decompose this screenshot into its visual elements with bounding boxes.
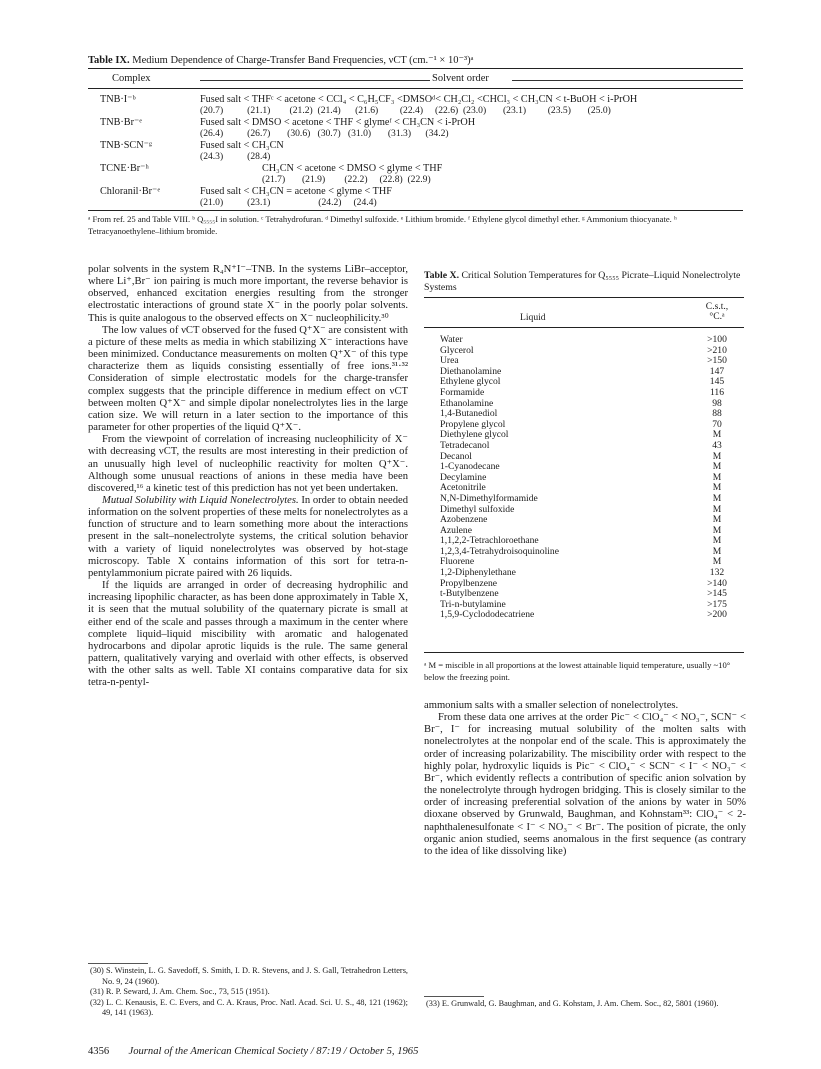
refs-rule-left bbox=[88, 963, 148, 964]
table9-bottom-rule bbox=[88, 210, 743, 211]
table9-row-complex: TCNE·Br⁻ʰ bbox=[100, 163, 149, 174]
cst-value: M bbox=[712, 429, 722, 441]
table10-row bbox=[440, 388, 742, 399]
reference: (30) S. Winstein, L. G. Savedoff, S. Smith, I. D. R. Stevens, and J. S. Gall, Tetrahedron Letters, No. 9, 24 (1960). bbox=[90, 966, 408, 986]
cst-value: 70 bbox=[712, 418, 722, 430]
table9-label: Table IX. bbox=[88, 55, 130, 66]
liquid-name: N,N-Dimethylformamide bbox=[440, 492, 538, 504]
table9-header-rule bbox=[88, 88, 743, 89]
liquid-name: Ethylene glycol bbox=[440, 376, 501, 388]
liquid-name: Ethanolamine bbox=[440, 397, 494, 409]
table10-header-rule bbox=[424, 327, 744, 328]
cst-value: >100 bbox=[707, 334, 727, 345]
cst-value: 145 bbox=[709, 376, 725, 388]
paragraph: If the liquids are arranged in order of decreasing hydrophilic and increasing lipophilic character, as has been done approximately in Table X, it is seen that the mutual solubility of the quaternary picrate is small at either end of the scale and passes through a maximum in the center where complete liquid–liquid miscibility with aromatic and halogenated hydrocarbons and dipolar aprotic liquids is the rule. The same general pattern, qualitatively varying and overlaid with other effects, is observed with the other salts as well. Table XI contains comparative data for six tetra-n-pentyl- bbox=[88, 580, 408, 689]
table9-row-order: Fused salt < DMSO < acetone < THF < glymeᶠ < CH₃CN < i-PrOH bbox=[200, 117, 476, 128]
paragraph: From the viewpoint of correlation of increasing nucleophilicity of X⁻ with decreasing νCT, the results are most interesting in their prediction of an unusually high level of nucleophilic reactivity for molten Q⁺X⁻. Although some unusual reactions of anions in these media have been discovered,¹⁶ a kinetic test of this prediction has not yet been undertaken. bbox=[88, 434, 408, 494]
cst-value: M bbox=[712, 503, 722, 515]
left-column bbox=[88, 264, 408, 689]
page-number: 4356 bbox=[88, 1046, 110, 1057]
table9-row-complex: Chloranil·Br⁻ᵉ bbox=[100, 186, 161, 197]
table9-row-complex: TNB·Br⁻ᵉ bbox=[100, 117, 142, 128]
left-references bbox=[88, 966, 408, 1019]
table9-footnote: ᵃ From ref. 25 and Table VIII. ᵇ Q₅₅₅₅I in solution. ᶜ Tetrahydrofuran. ᵈ Dimethyl sulfoxide. ᵉ Lithium bromide. ᶠ Ethylene glycol dimethyl ether. ᵍ Ammonium thiocyanate. ʰ Tetracyanoethylene–lithium bromide. bbox=[88, 214, 677, 236]
table10-row bbox=[440, 547, 742, 558]
page-footer bbox=[88, 1046, 418, 1057]
cst-value: M bbox=[712, 492, 722, 504]
liquid-name: 1,2-Diphenylethane bbox=[440, 567, 516, 579]
table10-header-liquid: Liquid bbox=[520, 312, 546, 323]
liquid-name: Tri-n-butylamine bbox=[440, 598, 506, 610]
table9-row-values: (20.7) (21.1) (21.2) (21.4) (21.6) (22.4) (22.6) (23.0) (23.1) (23.5) (25.0) bbox=[200, 105, 611, 116]
table9-row-order: Fused salt < THFᶜ < acetone < CCl₄ < C₆H₅CF₃ <DMSOᵈ< CH₂Cl₂ <CHCl₃ < CH₃CN < t-BuOH < i-PrOH bbox=[200, 94, 638, 105]
paragraph: The low values of νCT observed for the fused Q⁺X⁻ are consistent with a picture of these melts as media in which stabilizing X⁻ interactions have been minimized. Conductance measurements on molten Q⁺X⁻ of this type characterize them as liquids consisting essentially of free ions.³¹·³² Consideration of simple electrostatic models for the charge-transfer complex suggests that the principle difference in medium effect on νCT between molten Q⁺X⁻ and simple dipolar nonelectrolytes lies in the large cation size. We will return in a later section to the importance of this parameter for other properties of the liquid Q⁺X⁻. bbox=[88, 324, 408, 434]
liquid-name: 1,5,9-Cyclododecatriene bbox=[440, 609, 535, 621]
cst-value: 98 bbox=[712, 397, 722, 409]
table9-row-complex: TNB·I⁻ᵇ bbox=[100, 94, 136, 105]
cst-value: >140 bbox=[707, 577, 727, 589]
cst-value: >200 bbox=[707, 609, 727, 621]
table9-top-rule bbox=[88, 68, 743, 69]
liquid-name: Diethanolamine bbox=[440, 365, 502, 377]
cst-value: M bbox=[712, 450, 722, 462]
cst-value: >175 bbox=[707, 598, 727, 610]
liquid-name: Acetonitrile bbox=[440, 482, 486, 494]
cst-value: >145 bbox=[707, 588, 727, 600]
liquid-name: Azobenzene bbox=[440, 514, 488, 526]
cst-value: M bbox=[712, 535, 722, 547]
table9-row-order: CH₃CN < acetone < DMSO < glyme < THF bbox=[262, 163, 443, 174]
liquid-name: Azulene bbox=[440, 524, 472, 536]
cst-value: M bbox=[712, 524, 722, 536]
table10-header bbox=[440, 298, 742, 324]
journal-citation: Journal of the American Chemical Society / 87:19 / October 5, 1965 bbox=[128, 1046, 419, 1057]
table10-row bbox=[440, 346, 742, 357]
table9-header-solvent: Solvent order bbox=[432, 73, 489, 84]
header-line-left bbox=[200, 80, 430, 81]
table10-bottom-rule bbox=[424, 652, 744, 653]
cst-value: M bbox=[712, 461, 722, 473]
cst-value: M bbox=[712, 545, 722, 557]
cst-value: 116 bbox=[709, 386, 725, 398]
table9-row-values: (26.4) (26.7) (30.6) (30.7) (31.0) (31.3) (34.2) bbox=[200, 128, 449, 139]
liquid-name: Decylamine bbox=[440, 471, 487, 483]
header-line-right bbox=[512, 80, 743, 81]
liquid-name: Urea bbox=[440, 355, 459, 367]
section-heading: Mutual Solubility with Liquid Nonelectrolytes. bbox=[102, 494, 299, 506]
cst-value: >210 bbox=[707, 344, 727, 356]
liquid-name: Propylene glycol bbox=[440, 418, 506, 430]
table10 bbox=[440, 298, 742, 324]
right-references bbox=[424, 999, 746, 1010]
liquid-name: Propylbenzene bbox=[440, 577, 498, 589]
reference: (32) L. C. Kenausis, E. C. Evers, and C. A. Kraus, Proc. Natl. Acad. Sci. U. S., 48, 121 (1962); 49, 141 (1963). bbox=[90, 997, 408, 1017]
table10-row bbox=[440, 377, 742, 388]
cst-value: M bbox=[712, 514, 722, 526]
liquid-name: Fluorene bbox=[440, 556, 475, 568]
table10-body bbox=[440, 331, 742, 621]
reference: (31) R. P. Seward, J. Am. Chem. Soc., 73, 515 (1951). bbox=[90, 987, 270, 996]
table10-footnote: ᵃ M = miscible in all proportions at the lowest attainable liquid temperature, usually ~10° below the freezing point. bbox=[424, 660, 731, 682]
liquid-name: Decanol bbox=[440, 450, 472, 462]
paragraph bbox=[88, 495, 408, 580]
cst-value: 147 bbox=[709, 365, 725, 377]
table9-row-values: (24.3) (28.4) bbox=[200, 151, 271, 162]
cst-value: 43 bbox=[712, 439, 722, 451]
liquid-name: 1,2,3,4-Tetrahydroisoquinoline bbox=[440, 545, 559, 557]
table10-label: Table X. bbox=[424, 270, 460, 281]
table10-caption: Critical Solution Temperatures for Q₅₅₅₅ Picrate–Liquid Nonelectrolyte Systems bbox=[424, 270, 741, 293]
table9-row-complex: TNB·SCN⁻ᵍ bbox=[100, 140, 153, 151]
paragraph-body: In order to obtain needed information on the solvent properties of these melts for nonelectrolytes as a function of structure and to learn something more about the interactions present in the salt–nonelectrolyte systems, the critical solution behavior with a variety of liquid nonelectrolytes was observed by hot-stage microscopy. Table X contains information of this sort for tetra-n-pentylammonium picrate paired with 26 liquids. bbox=[88, 494, 408, 579]
table10-row bbox=[440, 515, 742, 526]
table10-rows bbox=[440, 335, 742, 621]
table9-caption: Medium Dependence of Charge-Transfer Band Frequencies, νCT (cm.⁻¹ × 10⁻³)ᵃ bbox=[132, 55, 474, 66]
liquid-name: 1,1,2,2-Tetrachloroethane bbox=[440, 535, 539, 547]
paragraph: ammonium salts with a smaller selection of nonelectrolytes. bbox=[424, 700, 679, 711]
liquid-name: Water bbox=[440, 334, 463, 345]
table9-title bbox=[88, 54, 474, 66]
liquid-name: 1-Cyanodecane bbox=[440, 461, 500, 473]
cst-unit: °C.ᵃ bbox=[709, 311, 725, 322]
cst-value: >150 bbox=[707, 355, 727, 367]
table9-row-values: (21.0) (23.1) (24.2) (24.4) bbox=[200, 197, 377, 208]
liquid-name: Tetradecanol bbox=[440, 439, 490, 451]
paragraph: From these data one arrives at the order Pic⁻ < ClO₄⁻ < NO₃⁻, SCN⁻ < Br⁻, I⁻ for increasing mutual solubility of the molten salts with nonelectrolytes at the nonpolar end of the scale. This is approximately the order of increasing polarizability. The miscibility order with respect to the highly polar, hydroxylic liquids is Pic⁻ < ClO₄⁻ < SCN⁻ < I⁻ < NO₃⁻ < Br⁻, which evidently reflects a contribution of specific anion solvation by the nonelectrolyte through hydrogen bridging. This is closely similar to the order of increasing preferential solvation of the anions by water in 50% dioxane observed by Grunwald, Baughman, and Kohnstam³³: ClO₄⁻ < 2-naphthalenesulfonate < I⁻ < NO₃⁻ < Br⁻. The position of picrate, the only organic anion studied, seems anomalous in the first sequence (as contrary to the idea of like dissolving like) bbox=[424, 712, 746, 857]
table9-header-complex: Complex bbox=[112, 73, 151, 84]
cst-value: M bbox=[712, 471, 722, 483]
cst-value: M bbox=[712, 482, 722, 494]
cst-label: C.s.t., bbox=[705, 301, 729, 312]
table10-title bbox=[424, 270, 744, 293]
liquid-name: Dimethyl sulfoxide bbox=[440, 503, 515, 515]
table9-row-order: Fused salt < CH₃CN = acetone < glyme < THF bbox=[200, 186, 392, 197]
liquid-name: Formamide bbox=[440, 386, 485, 398]
reference: (33) E. Grunwald, G. Baughman, and G. Kohstam, J. Am. Chem. Soc., 82, 5801 (1960). bbox=[426, 999, 719, 1008]
cst-value: 132 bbox=[709, 567, 725, 579]
table10-header-cst bbox=[692, 302, 742, 322]
table9-row-values: (21.7) (21.9) (22.2) (22.8) (22.9) bbox=[262, 174, 431, 185]
table9-row-order: Fused salt < CH₃CN bbox=[200, 140, 284, 151]
table10-row bbox=[440, 335, 742, 346]
table10-row bbox=[440, 610, 742, 621]
cst-value: 88 bbox=[712, 408, 722, 420]
table10-row bbox=[440, 494, 742, 505]
liquid-name: 1,4-Butanediol bbox=[440, 408, 498, 420]
liquid-name: Glycerol bbox=[440, 344, 474, 356]
right-column bbox=[424, 700, 746, 858]
refs-rule-right bbox=[424, 996, 484, 997]
table10-row bbox=[440, 441, 742, 452]
liquid-name: Diethylene glycol bbox=[440, 429, 509, 441]
liquid-name: t-Butylbenzene bbox=[440, 588, 499, 600]
paragraph: polar solvents in the system R₄N⁺I⁻–TNB. In the systems LiBr–acceptor, where Li⁺,Br⁻ ion pairing is much more important, the reverse behavior is observed, enhanced excitation energies resulting from the stronger electrostatic interactions of ground state X⁻ in the poorly polar solvents. This is quite analogous to the observed effects on X⁻ nucleophilicity.³⁰ bbox=[88, 264, 408, 324]
cst-value: M bbox=[712, 556, 722, 568]
